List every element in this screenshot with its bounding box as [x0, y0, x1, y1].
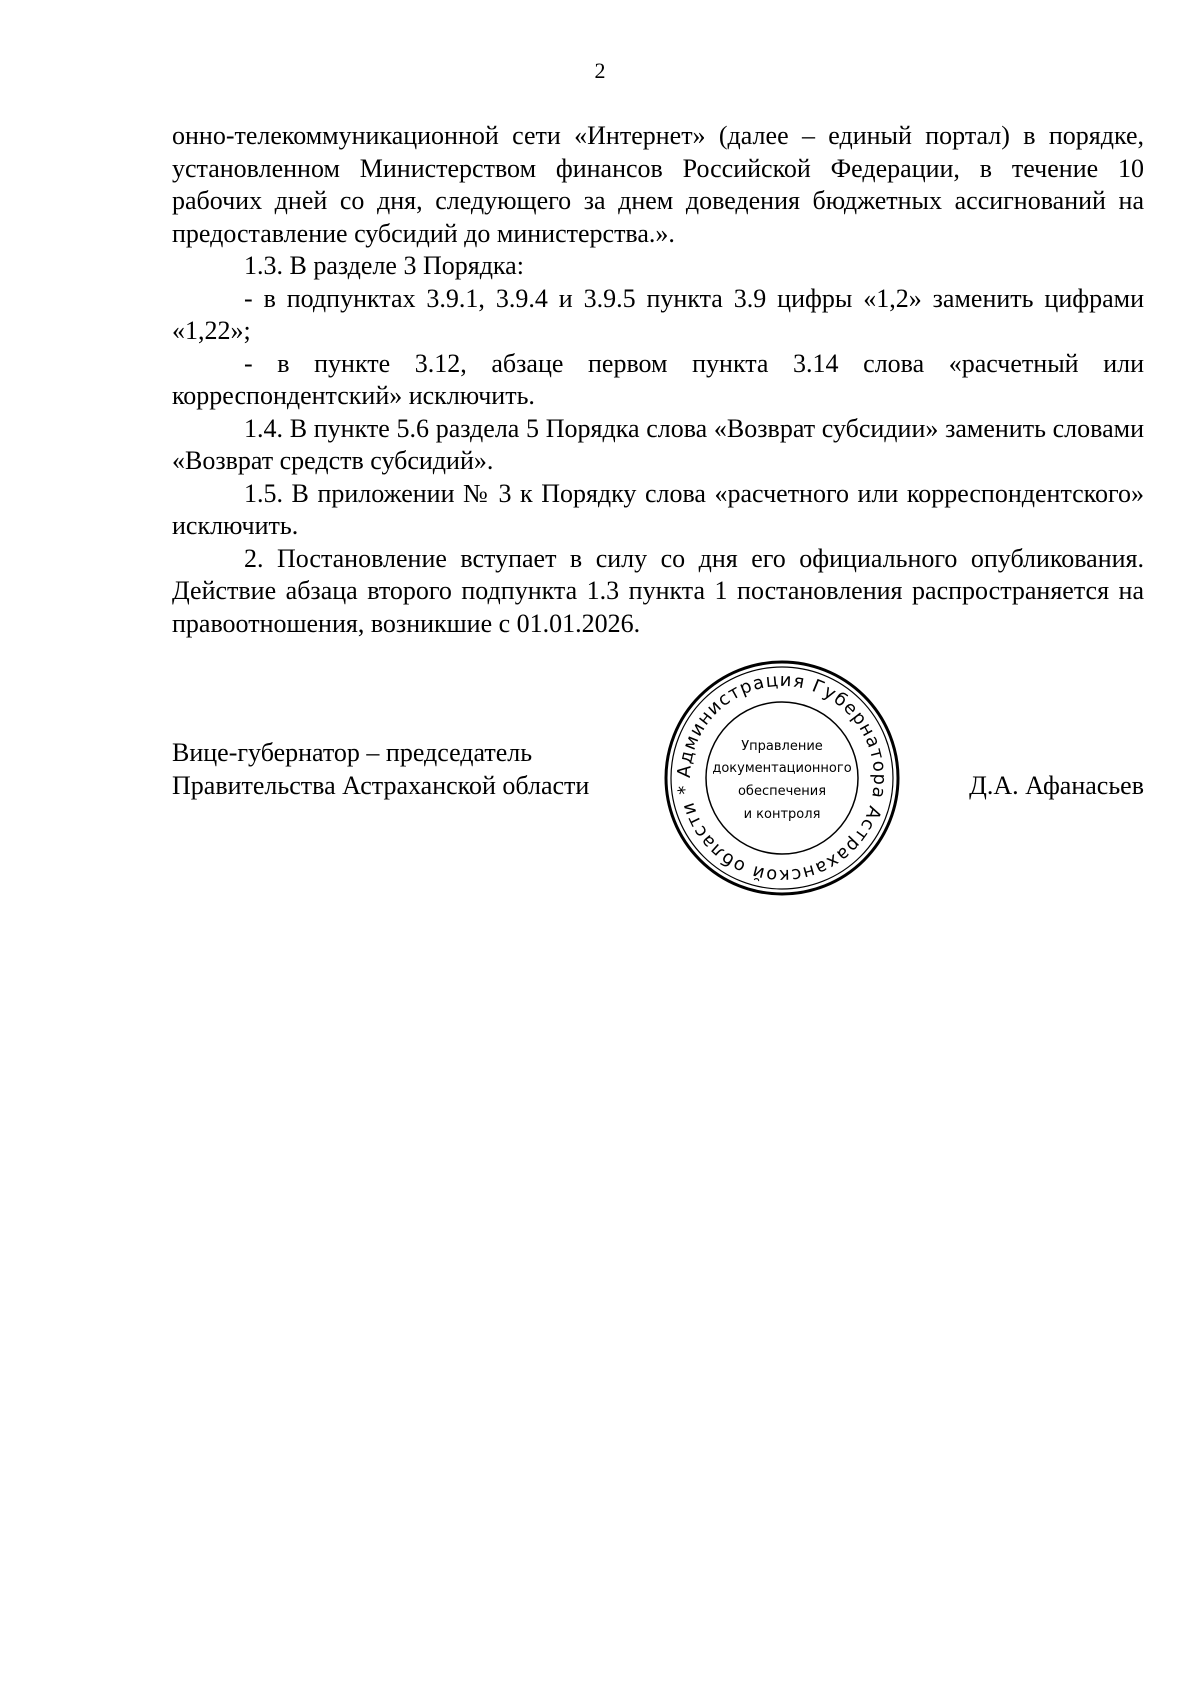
seal-inner-ring [706, 702, 858, 854]
seal-center-line: Управление [741, 739, 823, 754]
signatory-position [172, 737, 589, 802]
paragraph: 1.3. В разделе 3 Порядка: [244, 251, 524, 280]
signatory-position-line: Правительства Астраханской области [172, 770, 590, 800]
paragraph: 1.5. В приложении № 3 к Порядку слова «расчетного или корреспондентского» исключить. [172, 478, 1144, 540]
paragraph: 1.4. В пункте 5.6 раздела 5 Порядка слова «Возврат субсидии» заменить словами «Возврат средств субсидий». [172, 413, 1144, 475]
page-number: 2 [594, 58, 606, 83]
seal-center-line: обеспечения [737, 784, 827, 799]
seal-outer-ring [666, 662, 898, 894]
seal-graphic [662, 658, 902, 898]
signatory-name: Д.А. Афанасьев [969, 771, 1144, 800]
document-body [172, 120, 1144, 640]
paragraph: онно-телекоммуникационной сети «Интернет» (далее – единый портал) в порядке, установленном Министерством финансов Российской Федерации, в течение 10 рабочих дней со дня, следующего за днем доведения бюджетных ассигнований на предоставление субсидий до министерства.». [172, 121, 1144, 248]
seal-outer-ring-thin [671, 667, 893, 889]
signatory-position-line: Вице-губернатор – председатель [172, 738, 533, 767]
official-seal [662, 658, 902, 898]
seal-center-line: документационного [712, 761, 852, 776]
seal-center-line: и контроля [743, 807, 821, 822]
paragraph: - в пункте 3.12, абзаце первом пункта 3.14 слова «расчетный или корреспондентский» исключить. [172, 348, 1144, 410]
seal-ring-text: Администрация Губернатора Астраханской области * [673, 669, 891, 887]
paragraph: 2. Постановление вступает в силу со дня его официального опубликования. Действие абзаца второго подпункта 1.3 пункта 1 постановления распространяется на правоотношения, возникшие с 01.01.2026. [172, 543, 1144, 638]
paragraph: - в подпунктах 3.9.1, 3.9.4 и 3.9.5 пункта 3.9 цифры «1,2» заменить цифрами «1,22»; [172, 283, 1144, 345]
